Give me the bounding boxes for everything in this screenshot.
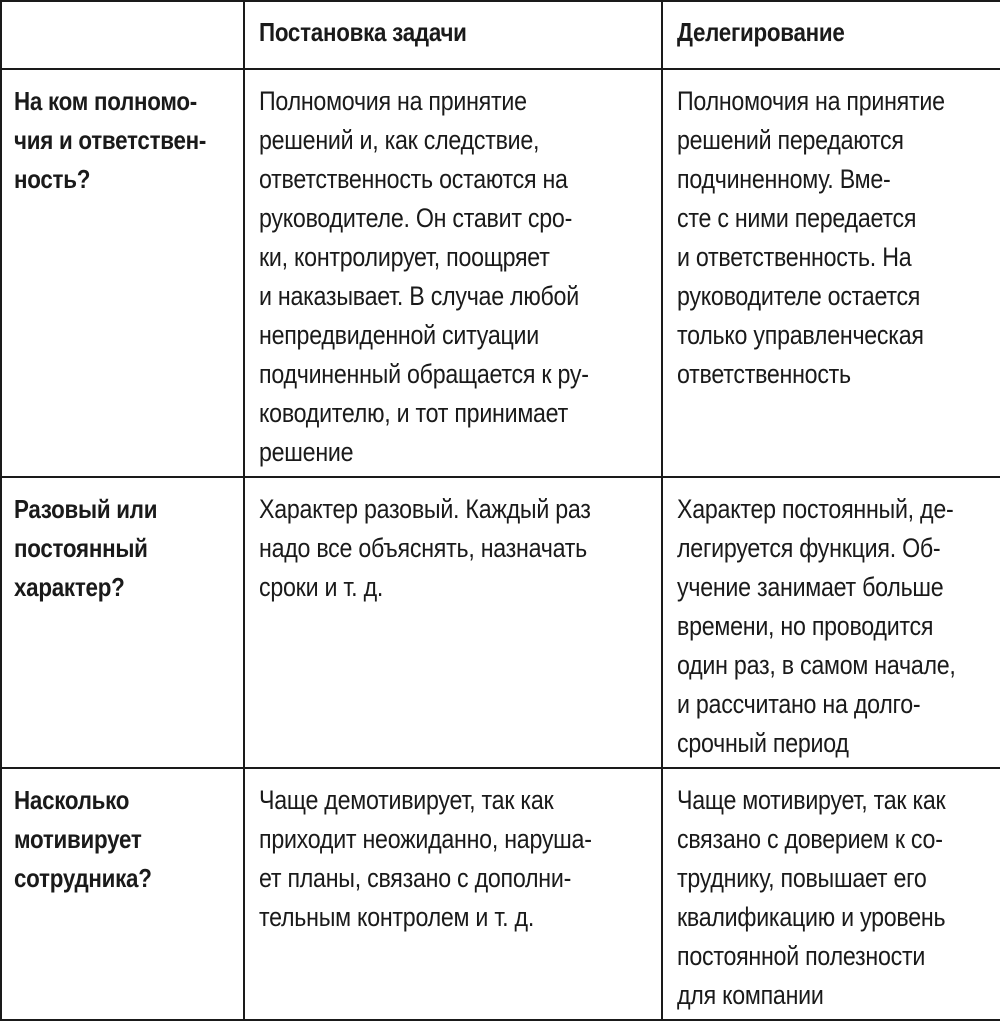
task-setting-text: Чаще демотивирует, так как приходит неожиданно, наруша- ет планы, связано с дополни- тельным контролем и т. д. xyxy=(259,785,592,932)
delegation-cell xyxy=(662,69,1000,477)
row-question-cell xyxy=(1,69,244,477)
header-delegation-label: Делегирование xyxy=(677,17,845,47)
row-question: Разовый или постоянный характер? xyxy=(14,494,158,602)
header-task-setting-label: Постановка задачи xyxy=(259,17,467,47)
table-header-row xyxy=(1,1,1000,69)
delegation-text: Полномочия на принятие решений передаются подчиненному. Вме- сте с ними передается и ответственность. На руководителе остается только управленческая ответственность xyxy=(677,86,945,389)
table-row xyxy=(1,69,1000,477)
delegation-text: Чаще мотивирует, так как связано с доверием к со- труднику, повышает его квалификацию и уровень постоянной полезности для компании xyxy=(677,785,946,1010)
header-empty-cell xyxy=(1,1,244,69)
table-row xyxy=(1,477,1000,768)
row-question-cell xyxy=(1,768,244,1020)
task-setting-cell xyxy=(244,768,662,1020)
row-question: Насколько мотивирует сотрудника? xyxy=(14,785,152,893)
table-row xyxy=(1,768,1000,1020)
header-task-setting xyxy=(244,1,662,69)
header-delegation xyxy=(662,1,1000,69)
delegation-cell xyxy=(662,477,1000,768)
task-setting-cell xyxy=(244,477,662,768)
task-setting-text: Характер разовый. Каждый раз надо все объяснять, назначать сроки и т. д. xyxy=(259,494,591,602)
delegation-cell xyxy=(662,768,1000,1020)
row-question: На ком полномо- чия и ответствен- ность? xyxy=(14,86,207,194)
task-setting-cell xyxy=(244,69,662,477)
delegation-text: Характер постоянный, де- легируется функция. Об- учение занимает больше времени, но проводится один раз, в самом начале, и рассчитано на долго- срочный период xyxy=(677,494,956,758)
row-question-cell xyxy=(1,477,244,768)
task-setting-text: Полномочия на принятие решений и, как следствие, ответственность остаются на руководителе. Он ставит сро- ки, контролирует, поощряет и наказывает. В случае любой непредвиденной ситуации подчиненный обращается к ру- ководителю, и тот принимает решение xyxy=(259,86,589,467)
